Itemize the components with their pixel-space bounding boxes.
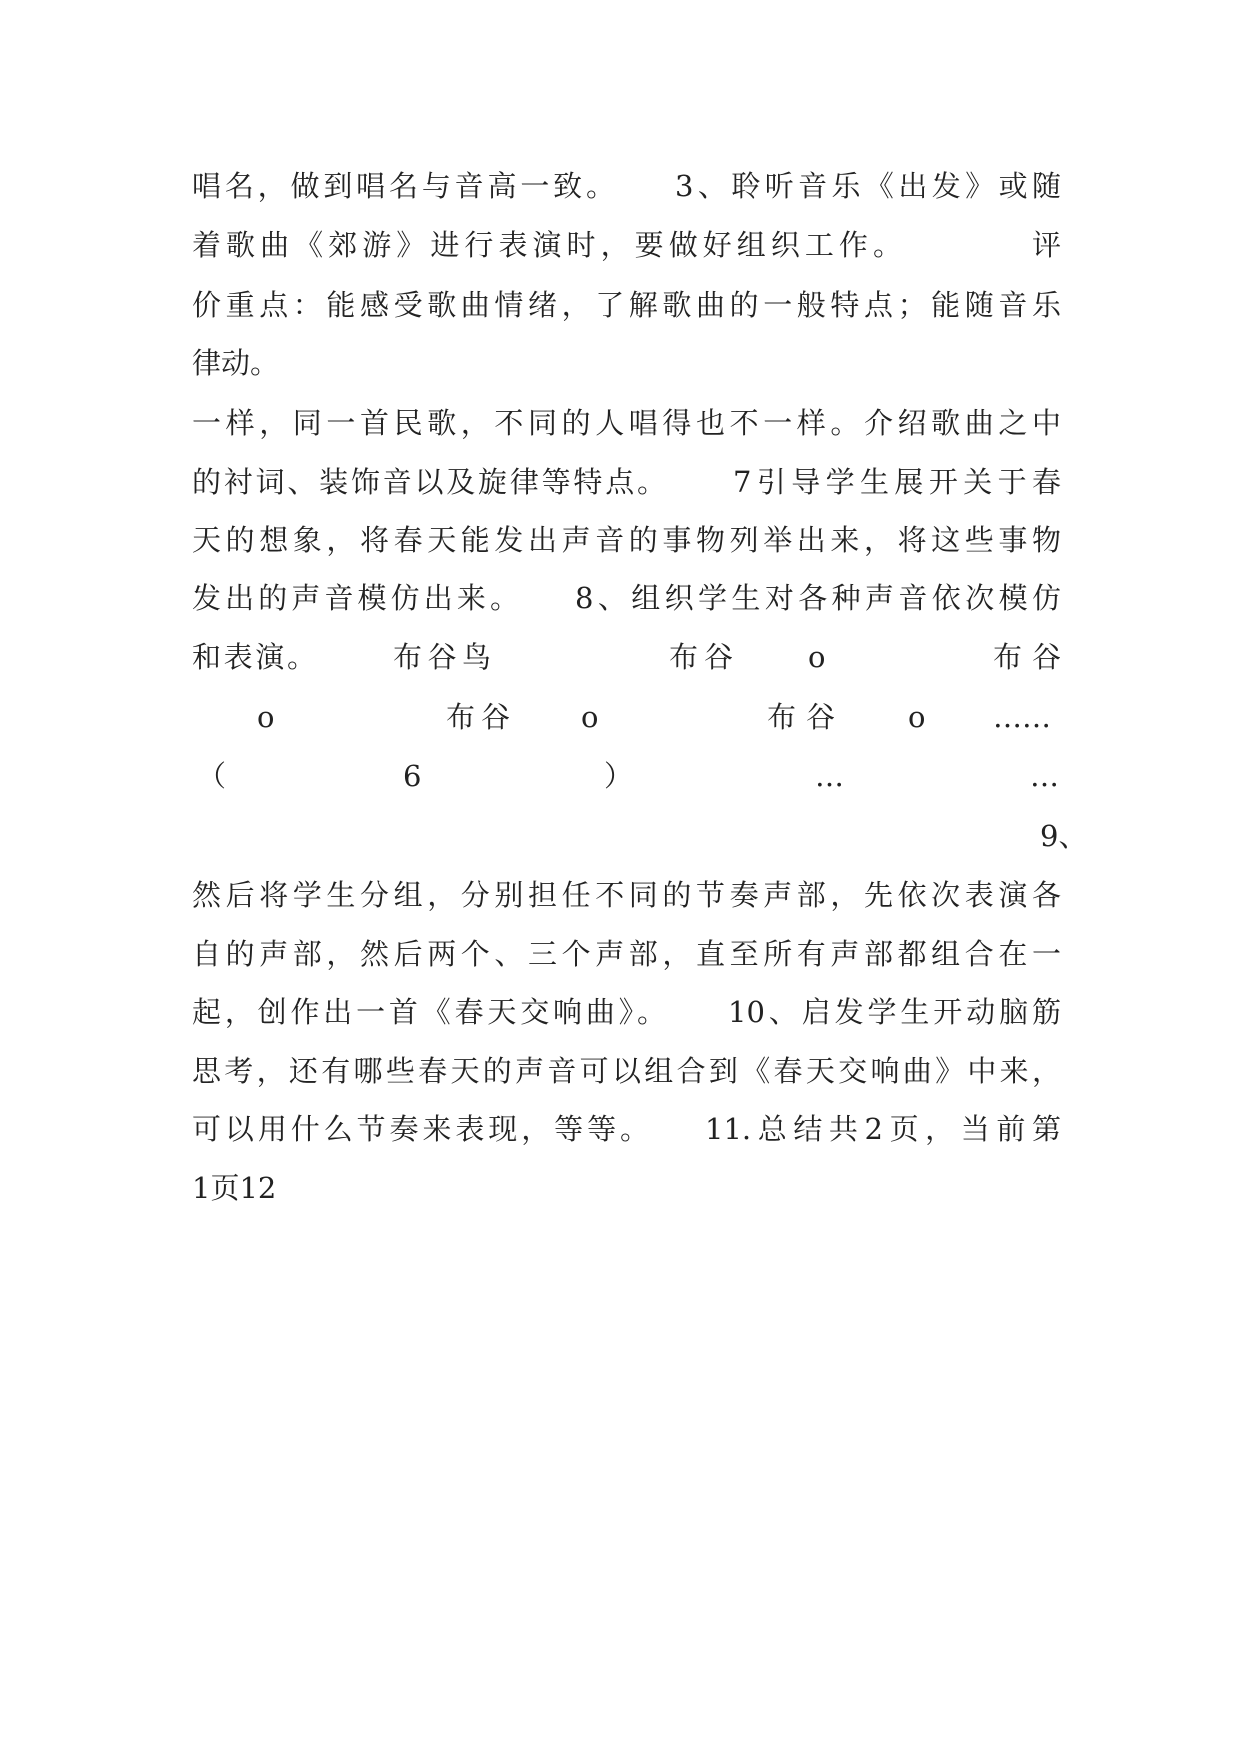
text-line: 和表演。 — [192, 640, 316, 674]
paren-open: （ — [197, 759, 227, 793]
text-line: 3、聆听音乐《出发》或随 — [675, 169, 1061, 203]
rhythm-word: 布谷 — [993, 640, 1061, 674]
text-line: 自的声部，然后两个、三个声部，直至所有声部都组合在一 — [192, 937, 1061, 971]
rhythm-rest: o — [808, 640, 826, 674]
step-number: 9、 — [1040, 819, 1088, 853]
ellipsis: …… — [993, 700, 1051, 734]
text-line: 一样，同一首民歌，不同的人唱得也不一样。介绍歌曲之中 — [192, 406, 1061, 440]
rhythm-word: 布谷 — [669, 640, 733, 674]
text-line: 天的想象，将春天能发出声音的事物列举出来，将这些事物 — [192, 523, 1061, 557]
rhythm-word: 布谷 — [446, 700, 510, 734]
ellipsis: … — [1030, 759, 1059, 793]
text-line: 起，创作出一首《春天交响曲》。 — [192, 995, 666, 1029]
page-footer-text: 1页12 — [192, 1171, 277, 1205]
text-line: 着歌曲《郊游》进行表演时，要做好组织工作。 — [192, 228, 902, 262]
text-line: 10、启发学生开动脑筋 — [728, 995, 1061, 1029]
text-line: 8、组织学生对各种声音依次模仿 — [575, 581, 1061, 615]
text-line: 唱名，做到唱名与音高一致。 — [192, 169, 615, 203]
rhythm-rest: o — [257, 700, 275, 734]
text-line: 思考，还有哪些春天的声音可以组合到《春天交响曲》中来， — [192, 1054, 1061, 1088]
rhythm-rest: o — [908, 700, 926, 734]
text-line: 可以用什么节奏来表现，等等。 — [192, 1112, 649, 1146]
text-line: 律动。 — [192, 346, 280, 380]
text-line: 7引导学生展开关于春 — [733, 465, 1061, 499]
rhythm-rest: o — [581, 700, 599, 734]
paren-close: ） — [604, 759, 634, 793]
text-number: 6 — [403, 759, 422, 793]
text-line: 11.总结共2页，当前第 — [705, 1112, 1061, 1146]
text-line: 发出的声音模仿出来。 — [192, 581, 519, 615]
text-line: 价重点：能感受歌曲情绪，了解歌曲的一般特点；能随音乐 — [192, 288, 1061, 322]
rhythm-word: 布谷 — [767, 700, 835, 734]
text-line: 的衬词、装饰音以及旋律等特点。 — [192, 465, 666, 499]
text-line: 评 — [1032, 228, 1062, 262]
ellipsis: … — [815, 759, 844, 793]
rhythm-word: 布谷鸟 — [393, 640, 491, 674]
text-line: 然后将学生分组，分别担任不同的节奏声部，先依次表演各 — [192, 878, 1061, 912]
